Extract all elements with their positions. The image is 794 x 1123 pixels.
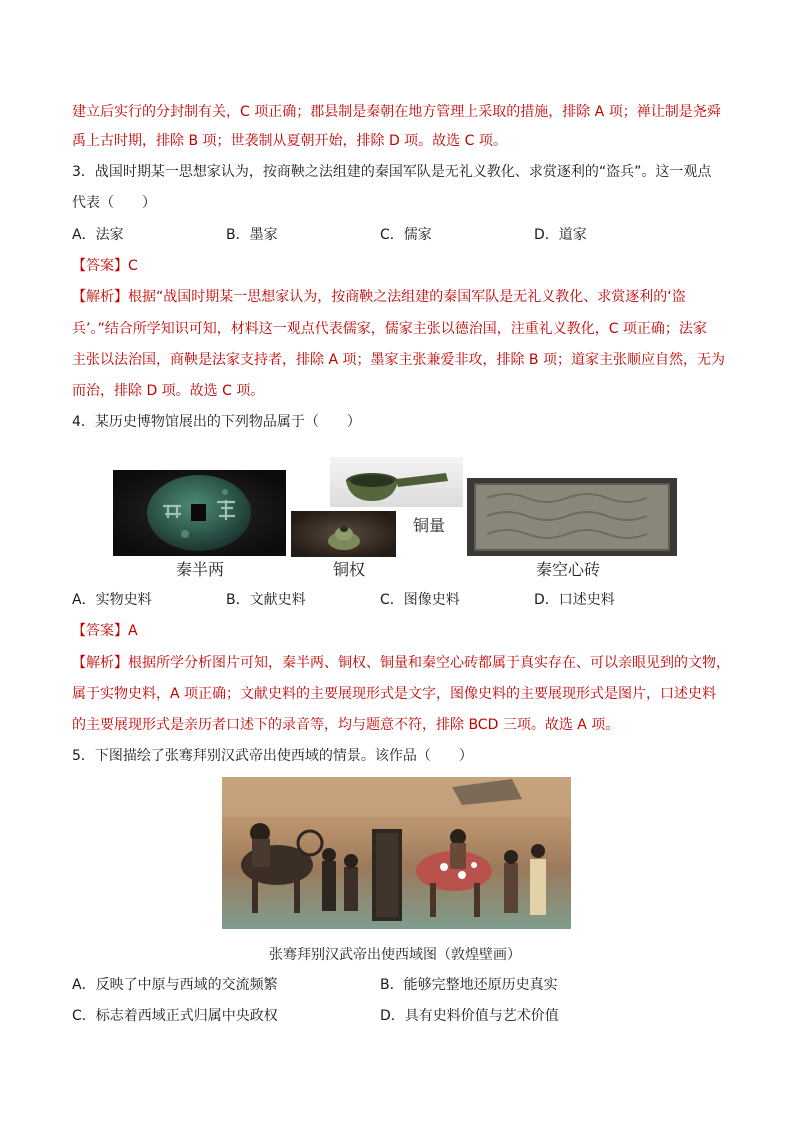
q3-options [72,225,732,245]
q2-analysis-line-1: 建立后实行的分封制有关，C 项正确；郡县制是秦朝在地方管理上采取的措施，排除 A 项；禅让制是尧舜 [72,104,721,120]
q4-option-a: A．实物史料 [72,592,152,608]
analysis-text: 根据所学分析图片可知，秦半两、铜权、铜量和秦空心砖都属于真实存在、可以亲眼见到的文物， [128,655,730,671]
q4-analysis-line-2: 属于实物史料，A 项正确；文献史料的主要展现形式是文字，图像史料的主要展现形式是图片，口述史料 [72,686,717,702]
measure-caption: 铜量 [413,516,446,535]
q4-option-b: B．文献史料 [226,592,306,608]
hollow-brick-image [467,478,677,556]
q5-stem: 5．下图描绘了张骞拜别汉武帝出使西域的情景。该作品（ ） [72,748,473,764]
answer-tag: 【答案】 [72,258,128,274]
analysis-tag: 【解析】 [72,655,128,671]
q3-option-b: B．墨家 [226,227,278,243]
q2-analysis-line-2: 禹上古时期，排除 B 项；世袭制从夏朝开始，排除 D 项。故选 C 项。 [72,133,507,149]
q5-options-row-1 [72,975,732,995]
q4-analysis-line-3: 的主要展现形式是亲历者口述下的录音等，均与题意不符，排除 BCD 三项。故选 A 项。 [72,717,620,733]
coin-image [113,470,286,556]
q4-analysis-line-1 [72,653,730,673]
q3-analysis-line-1 [72,287,686,307]
q5-option-d: D．具有史料价值与艺术价值 [380,1008,559,1024]
answer-tag: 【答案】 [72,623,128,639]
q4-options [72,590,732,610]
q5-options-row-2 [72,1006,732,1026]
brick-caption: 秦空心砖 [536,560,601,579]
dunhuang-mural-image [222,777,571,929]
q3-analysis-line-4: 而治，排除 D 项。故选 C 项。 [72,383,265,399]
analysis-text: 根据“战国时期某一思想家认为，按商鞅之法组建的秦国军队是无礼义教化、求赏逐利的‘盗 [128,289,686,305]
q5-option-c: C．标志着西域正式归属中央政权 [72,1008,278,1024]
q5-option-b: B．能够完整地还原历史真实 [380,977,558,993]
q4-option-d: D．口述史料 [534,592,615,608]
q3-stem-line-1: 3．战国时期某一思想家认为，按商鞅之法组建的秦国军队是无礼义教化、求赏逐利的“盗兵”。这一观点 [72,164,712,180]
q3-analysis-line-3: 主张以法治国，商鞅是法家支持者，排除 A 项；墨家主张兼爱非攻，排除 B 项；道家主张顺应自然，无为 [72,352,725,368]
answer-value: C [128,258,138,274]
mural-caption: 张骞拜别汉武帝出使西域图（敦煌壁画） [269,947,521,963]
q4-answer [72,621,138,641]
analysis-tag: 【解析】 [72,289,128,305]
copper-measure-image [330,457,463,507]
q3-option-d: D．道家 [534,227,587,243]
q3-option-c: C．儒家 [380,227,432,243]
q5-option-a: A．反映了中原与西域的交流频繁 [72,977,278,993]
q4-option-c: C．图像史料 [380,592,460,608]
q3-stem-line-2: 代表（ ） [72,195,156,211]
weight-caption: 铜权 [333,560,366,579]
q3-analysis-line-2: 兵’。”结合所学知识可知，材料这一观点代表儒家，儒家主张以德治国，注重礼义教化，C 项正确；法家 [72,321,707,337]
q3-option-a: A．法家 [72,227,124,243]
coin-caption: 秦半两 [176,560,225,579]
copper-weight-image [291,511,396,557]
q4-stem: 4．某历史博物馆展出的下列物品属于（ ） [72,414,361,430]
answer-value: A [128,623,138,639]
q3-answer [72,256,138,276]
